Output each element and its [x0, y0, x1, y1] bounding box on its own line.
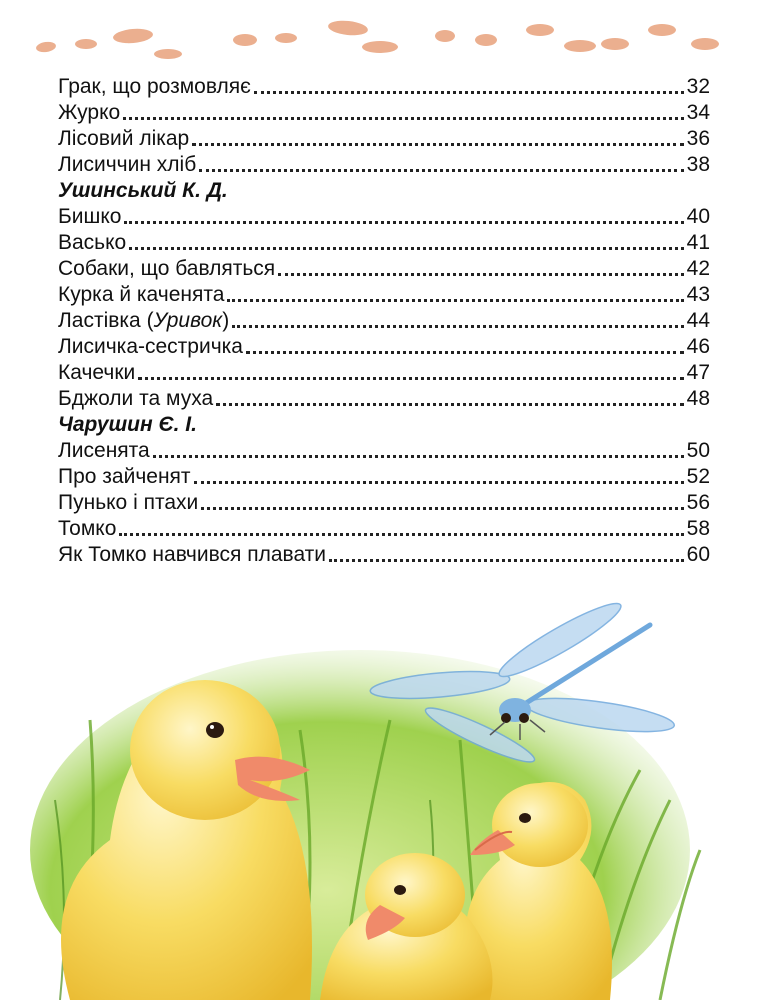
- toc-entry-page: 50: [686, 439, 710, 462]
- toc-entry-page: 46: [686, 335, 710, 358]
- toc-author-heading: Чарушин Є. І.: [58, 413, 197, 436]
- toc-entry[interactable]: [58, 282, 710, 308]
- toc-entry[interactable]: [58, 126, 710, 152]
- toc-entry[interactable]: [58, 438, 710, 464]
- toc-entry-title: Васько: [58, 231, 127, 254]
- toc-entry-page: 42: [686, 257, 710, 280]
- toc-entry-title: Пунько і птахи: [58, 491, 199, 514]
- toc-entry-title: Про зайченят: [58, 465, 191, 488]
- toc-entry-title: Собаки, що бавляться: [58, 257, 276, 280]
- toc-entry-title: Курка й каченята: [58, 283, 225, 306]
- toc-entry-title: Лисичка-сестричка: [58, 335, 243, 358]
- toc-entry[interactable]: [58, 334, 710, 360]
- toc-leader-dots: [153, 455, 684, 458]
- toc-entry-title: Як Томко навчився плавати: [58, 543, 327, 566]
- toc-entry[interactable]: [58, 542, 710, 568]
- toc-entry[interactable]: [58, 308, 710, 334]
- toc-entry-page: 60: [686, 543, 710, 566]
- toc-entry-page: 43: [686, 283, 710, 306]
- toc-entry[interactable]: [58, 204, 710, 230]
- toc-leader-dots: [232, 325, 683, 328]
- toc-leader-dots: [199, 169, 683, 172]
- toc-leader-dots: [124, 221, 683, 224]
- ducklings-illustration: [0, 600, 759, 1000]
- toc-leader-dots: [192, 143, 683, 146]
- toc-entry-page: 34: [686, 101, 710, 124]
- toc-entry[interactable]: [58, 360, 710, 386]
- toc-leader-dots: [129, 247, 683, 250]
- toc-author-heading: Ушинський К. Д.: [58, 179, 228, 202]
- toc-entry-title: Бишко: [58, 205, 122, 228]
- toc-leader-dots: [254, 91, 684, 94]
- toc-entry[interactable]: [58, 464, 710, 490]
- toc-entry[interactable]: [58, 100, 710, 126]
- toc-leader-dots: [227, 299, 683, 302]
- toc-entry[interactable]: [58, 152, 710, 178]
- toc-entry-title: Грак, що розмовляє: [58, 75, 251, 98]
- toc-entry[interactable]: [58, 516, 710, 542]
- toc-entry-title-main: Ластівка (: [58, 309, 154, 332]
- toc-entry-title: Лісовий лікар: [58, 127, 190, 150]
- toc-leader-dots: [123, 117, 683, 120]
- toc-entry-title-italic: Уривок: [153, 309, 223, 332]
- toc-entry[interactable]: [58, 74, 710, 100]
- toc-leader-dots: [216, 403, 684, 406]
- toc-entry-page: 40: [686, 205, 710, 228]
- toc-entry-title: Лисиччин хліб: [58, 153, 197, 176]
- toc-entry-title: Качечки: [58, 361, 136, 384]
- toc-entry-page: 47: [686, 361, 710, 384]
- toc-entry-page: 38: [686, 153, 710, 176]
- toc-entry-title: Томко: [58, 517, 117, 540]
- toc-entry-title: Лисенята: [58, 439, 150, 462]
- toc-entry-page: 41: [686, 231, 710, 254]
- toc-entry-page: 52: [686, 465, 710, 488]
- toc-leader-dots: [138, 377, 683, 380]
- toc-leader-dots: [119, 533, 683, 536]
- toc-leader-dots: [278, 273, 683, 276]
- toc-leader-dots: [201, 507, 683, 510]
- toc-entry-page: 32: [686, 75, 710, 98]
- toc-entry[interactable]: [58, 490, 710, 516]
- toc-entry-page: 48: [686, 387, 710, 410]
- toc-entry-page: 58: [686, 517, 710, 540]
- toc-entry[interactable]: [58, 256, 710, 282]
- toc-entry[interactable]: [58, 230, 710, 256]
- toc-entry-title: Журко: [58, 101, 121, 124]
- toc-leader-dots: [329, 559, 684, 562]
- toc-entry[interactable]: [58, 386, 710, 412]
- toc-entry-page: 36: [686, 127, 710, 150]
- toc-entry-title: [58, 308, 229, 334]
- toc-entry-title: Бджоли та муха: [58, 387, 214, 410]
- toc-entry-page: 56: [686, 491, 710, 514]
- footprints-decoration: [0, 0, 759, 70]
- toc-entry-page: 44: [686, 309, 710, 332]
- toc-entry-title-end: ): [222, 309, 230, 332]
- toc-leader-dots: [246, 351, 684, 354]
- toc-leader-dots: [194, 481, 684, 484]
- table-of-contents: [58, 74, 710, 568]
